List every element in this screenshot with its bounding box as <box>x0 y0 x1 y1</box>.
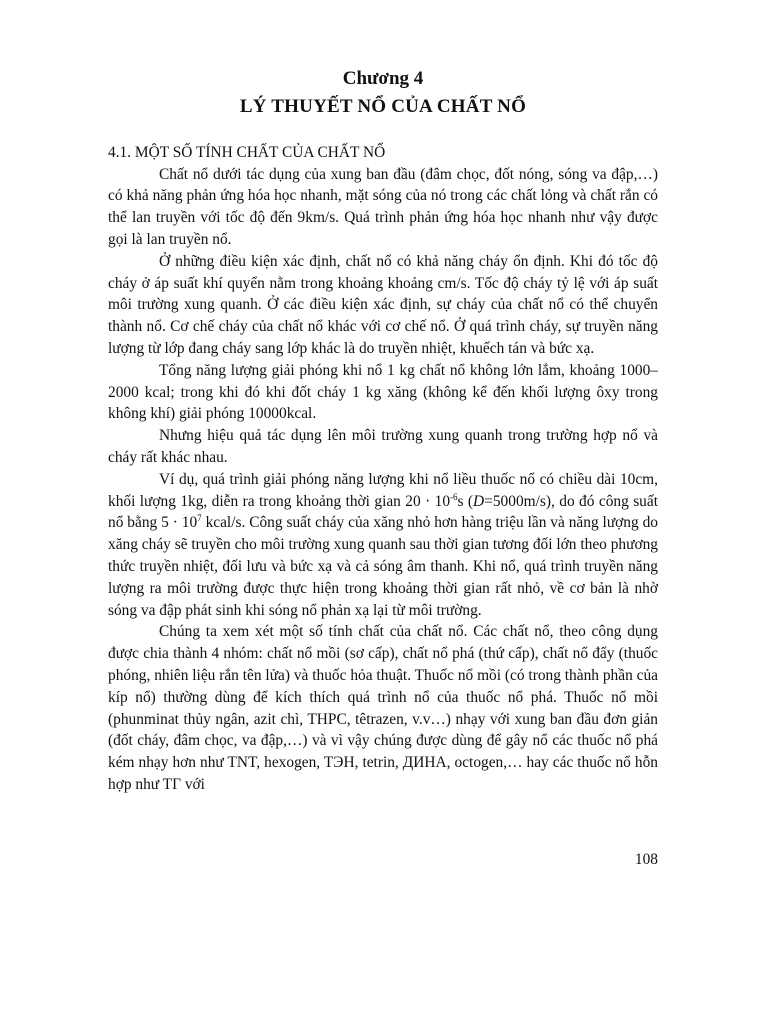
paragraph-5-part-e: kcal/s. Công suất cháy của xăng nhỏ hơn hàng triệu lần và năng lượng do xăng cháy sẽ truyền cho môi trường xung quanh sau thời gian tương đối lớn theo phương thức truyền nhiệt, đối lưu và bức xạ và cả sóng âm thanh. Khi nổ, quá trình truyền năng lượng ra môi trường được thực hiện trong khoảng thời gian rất nhỏ, về cơ bản là nhờ sóng va đập phát sinh khi sóng nổ phản xạ lại từ môi trường. <box>108 514 658 619</box>
section-heading: 4.1. MỘT SỐ TÍNH CHẤT CỦA CHẤT NỔ <box>108 144 386 161</box>
paragraph-5-part-c: =5000m/s), do đó công suất nổ bằng 5 · 10 <box>108 492 658 532</box>
chapter-title: LÝ THUYẾT NỔ CỦA CHẤT NỔ <box>239 96 527 117</box>
exponent-2: 7 <box>197 513 202 524</box>
page-number: 108 <box>634 851 658 868</box>
paragraph-3: Tổng năng lượng giải phóng khi nổ 1 kg chất nổ không lớn lắm, khoảng 1000–2000 kcal; trong khi đó khi đốt cháy 1 kg xăng (không kể đến khối lượng ôxy trong không khí) giải phóng 10000kcal. <box>108 361 658 423</box>
paragraph-6: Chúng ta xem xét một số tính chất của chất nổ. Các chất nổ, theo công dụng được chia thành 4 nhóm: chất nổ mồi (sơ cấp), chất nổ phá (thứ cấp), chất nổ đẩy (thuốc phóng, nhiên liệu rắn tên lửa) và thuốc hỏa thuật. Thuốc nổ mồi (có trong thành phần của kíp nổ) thường dùng để kích thích quá trình nổ của thuốc nổ phá. Thuốc nổ mồi (phunminat thủy ngân, azit chì, THPC, têtrazen, v.v…) nhạy với xung ban đầu đơn giản (đốt cháy, đâm chọc, va đập,…) và vì vậy chúng được dùng để gây nổ các thuốc nổ phá kém nhạy hơn như TNT, hexogen, TЭH, tetrin, ДИНА, octogen,… hay các thuốc nổ hỗn hợp như TГ với <box>108 623 658 793</box>
paragraph-5-part-b: s ( <box>457 492 474 510</box>
paragraph-5 <box>108 469 658 622</box>
paragraph-5-part-a: Ví dụ, quá trình giải phóng năng lượng khi nổ liều thuốc nổ có chiều dài 10cm, khối lượng 1kg, diễn ra trong khoảng thời gian 20 · 10 <box>108 470 658 510</box>
paragraph-4: Nhưng hiệu quả tác dụng lên môi trường xung quanh trong trường hợp nổ và cháy rất khác nhau. <box>108 427 658 466</box>
exponent-1: -6 <box>450 491 458 502</box>
chapter-label: Chương 4 <box>342 68 424 89</box>
body-text <box>108 164 658 796</box>
paragraph-2: Ở những điều kiện xác định, chất nổ có khả năng cháy ổn định. Khi đó tốc độ cháy ở áp suất khí quyển nằm trong khoảng khoảng cm/s. Tốc độ cháy tỷ lệ với áp suất môi trường xung quanh. Ở các điều kiện xác định, sự cháy của chất nổ có thể chuyển thành nổ. Cơ chế cháy của chất nổ khác với cơ chế nổ. Ở quá trình cháy, sự truyền năng lượng từ lớp đang cháy sang lớp khác là do truyền nhiệt, khuếch tán và bức xạ. <box>108 252 658 357</box>
detonation-velocity-symbol: D <box>473 492 485 510</box>
paragraph-1: Chất nổ dưới tác dụng của xung ban đầu (đâm chọc, đốt nóng, sóng va đập,…) có khả năng phản ứng hóa học nhanh, mặt sóng của nó trong các chất lỏng và chất rắn có thể lan truyền với tốc độ đến 9km/s. Quá trình phản ứng hóa học nhanh như vậy được gọi là lan truyền nổ. <box>108 165 658 248</box>
document-page <box>108 66 658 796</box>
